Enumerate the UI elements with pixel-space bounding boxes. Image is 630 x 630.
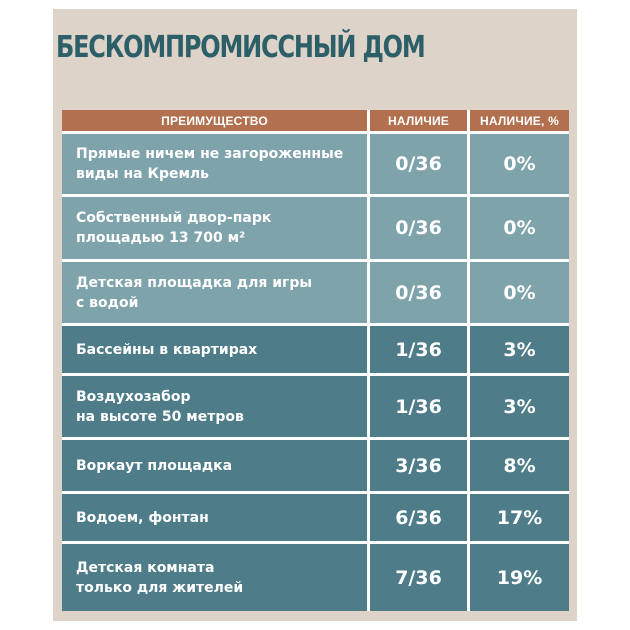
row-count: 3/36 (395, 454, 442, 477)
page-title: БЕСКОМПРОМИССНЫЙ ДОМ (56, 30, 425, 65)
row-label: Водоем, фонтан (76, 509, 209, 526)
header-availability-percent: НАЛИЧИЕ, % (467, 110, 569, 131)
table-header (62, 110, 569, 134)
header-availability: НАЛИЧИЕ (367, 110, 467, 131)
header-advantage: ПРЕИМУЩЕСТВО (161, 113, 268, 128)
row-percent: 3% (503, 338, 536, 361)
table-row (62, 197, 569, 262)
table-row (62, 544, 569, 611)
row-label: Прямые ничем не загороженные виды на Кремль (76, 146, 344, 182)
table-row (62, 494, 569, 544)
row-percent: 0% (503, 281, 536, 304)
table-row (62, 134, 569, 197)
table-row (62, 440, 569, 494)
row-count: 0/36 (395, 153, 442, 175)
row-count: 0/36 (395, 281, 442, 304)
table-row (62, 376, 569, 440)
row-count: 0/36 (395, 217, 442, 239)
row-count: 6/36 (395, 506, 442, 529)
table-row (62, 326, 569, 376)
row-percent: 17% (496, 506, 543, 529)
row-percent: 3% (503, 395, 536, 418)
comparison-table (62, 110, 569, 611)
row-percent: 19% (496, 566, 543, 589)
row-label: Бассейны в квартирах (76, 341, 258, 358)
table-row (62, 262, 569, 326)
row-count: 1/36 (395, 338, 442, 361)
row-label: Воздухозабор на высоте 50 метров (76, 388, 244, 425)
row-label: Воркаут площадка (76, 457, 233, 474)
row-label: Детская площадка для игры с водой (76, 274, 313, 311)
row-count: 7/36 (395, 566, 442, 589)
row-percent: 0% (503, 153, 536, 175)
row-label: Детская комната только для жителей (76, 559, 244, 596)
row-percent: 0% (503, 217, 536, 239)
row-percent: 8% (503, 454, 536, 477)
row-label: Собственный двор-парк площадью 13 700 м² (76, 210, 272, 246)
row-count: 1/36 (395, 395, 442, 418)
